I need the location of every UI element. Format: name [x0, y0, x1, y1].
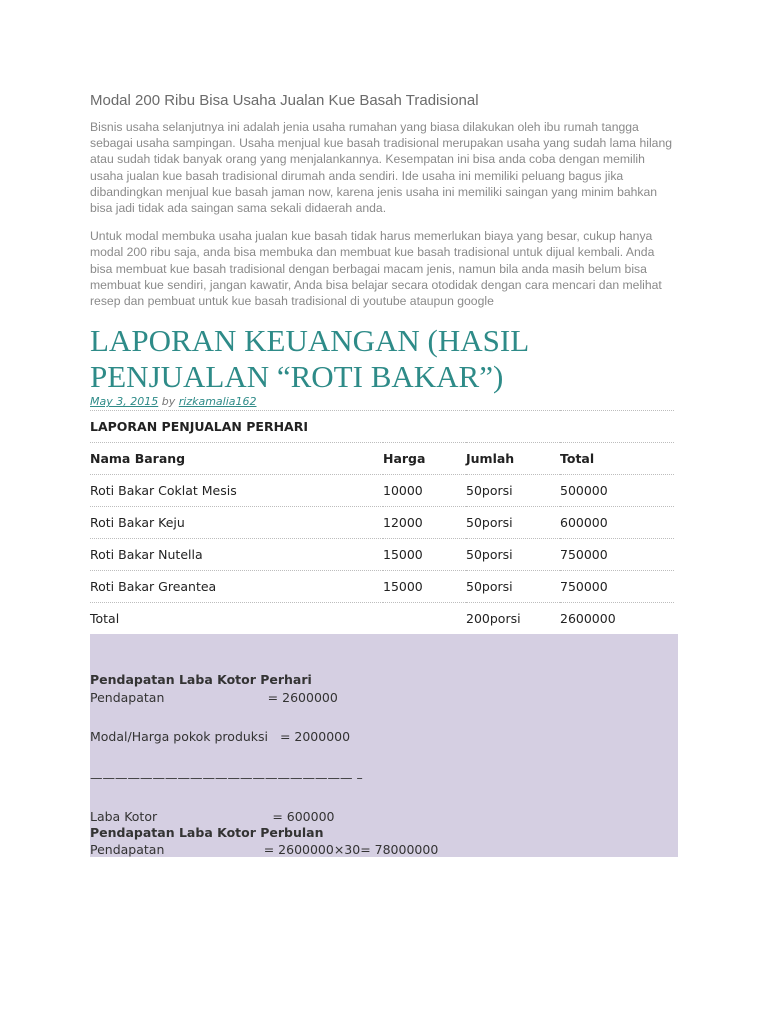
article-paragraph: Bisnis usaha selanjutnya ini adalah jenia usaha rumahan yang biasa dilakukan oleh ibu rumah tangga sebagai usaha sampingan. Usaha menjual kue basah tradisional merupakan usaha yang sudah lama hilang atau sudah tidak banyak orang yang menjalankannya. Kesempatan ini bisa anda coba dengan memilih usaha jualan kue basah tradisional dirumah anda sendiri. Ide usaha ini memiliki peluang bagus jika dibandingkan menjual kue basah jaman now, karena jenis usaha ini memiliki saingan yang minim bahkan bisa jadi tidak ada saingan sama sekali didaerah anda.: [90, 120, 673, 216]
profit-summary-box: [90, 634, 678, 857]
column-header: Total: [560, 443, 674, 475]
post-title[interactable]: LAPORAN KEUANGAN (HASIL PENJUALAN “ROTI BAKAR”): [90, 323, 528, 395]
table-cell: 10000: [383, 475, 466, 507]
monthly-revenue-line: Pendapatan = 2600000×30= 78000000: [90, 842, 439, 858]
table-cell: [383, 603, 466, 635]
table-cell: 12000: [383, 507, 466, 539]
article-paragraph: Untuk modal membuka usaha jualan kue basah tidak harus memerlukan biaya yang besar, cukup hanya modal 200 ribu saja, anda bisa membuka dan membuat kue basah tradisional untuk dijual kembali. Anda bisa membuat kue basah tradisional dengan berbagai macam jenis, namun bila anda masih belum bisa membuat kue sendiri, jangan kawatir, Anda bisa belajar secara otodidak dengan cara mencari dan melihat resep dan pembuat untuk kue basah tradisional di youtube ataupun google: [90, 229, 662, 309]
table-cell: 2600000: [560, 603, 674, 635]
post-date-link[interactable]: May 3, 2015: [90, 395, 159, 409]
table-row: [90, 571, 674, 603]
monthly-profit-heading: Pendapatan Laba Kotor Perbulan: [90, 825, 324, 841]
post-by-label: by: [161, 395, 176, 409]
table-cell: 50porsi: [466, 475, 560, 507]
table-cell: Total: [90, 603, 383, 635]
column-header: Jumlah: [466, 443, 560, 475]
table-cell: Roti Bakar Coklat Mesis: [90, 475, 383, 507]
table-cell: 200porsi: [466, 603, 560, 635]
column-header: Nama Barang: [90, 443, 383, 475]
table-cell: 50porsi: [466, 539, 560, 571]
report-heading-row: [90, 411, 674, 443]
table-cell: 750000: [560, 571, 674, 603]
table-cell: 50porsi: [466, 507, 560, 539]
page-content: [90, 92, 678, 857]
gross-profit-line: Laba Kotor = 600000: [90, 809, 335, 825]
post-author-link[interactable]: rizkamalia162: [178, 395, 257, 409]
table-header-row: [90, 443, 674, 475]
table-cell: 15000: [383, 539, 466, 571]
table-cell: Roti Bakar Keju: [90, 507, 383, 539]
sales-report-table: [90, 410, 674, 634]
table-cell: 750000: [560, 539, 674, 571]
table-row: [90, 475, 674, 507]
cost-line: Modal/Harga pokok produksi = 2000000: [90, 729, 351, 745]
table-row: [90, 539, 674, 571]
divider-line: ————————————————————— –: [90, 770, 363, 786]
post-meta: [90, 395, 678, 408]
table-total-row: [90, 603, 674, 635]
daily-profit-heading: Pendapatan Laba Kotor Perhari: [90, 672, 312, 688]
table-cell: 500000: [560, 475, 674, 507]
table-cell: 50porsi: [466, 571, 560, 603]
report-heading: LAPORAN PENJUALAN PERHARI: [90, 411, 674, 443]
revenue-line: Pendapatan = 2600000: [90, 690, 338, 706]
table-cell: Roti Bakar Greantea: [90, 571, 383, 603]
column-header: Harga: [383, 443, 466, 475]
table-cell: 600000: [560, 507, 674, 539]
table-row: [90, 507, 674, 539]
article-title: Modal 200 Ribu Bisa Usaha Jualan Kue Basah Tradisional: [90, 92, 479, 109]
table-cell: Roti Bakar Nutella: [90, 539, 383, 571]
table-cell: 15000: [383, 571, 466, 603]
